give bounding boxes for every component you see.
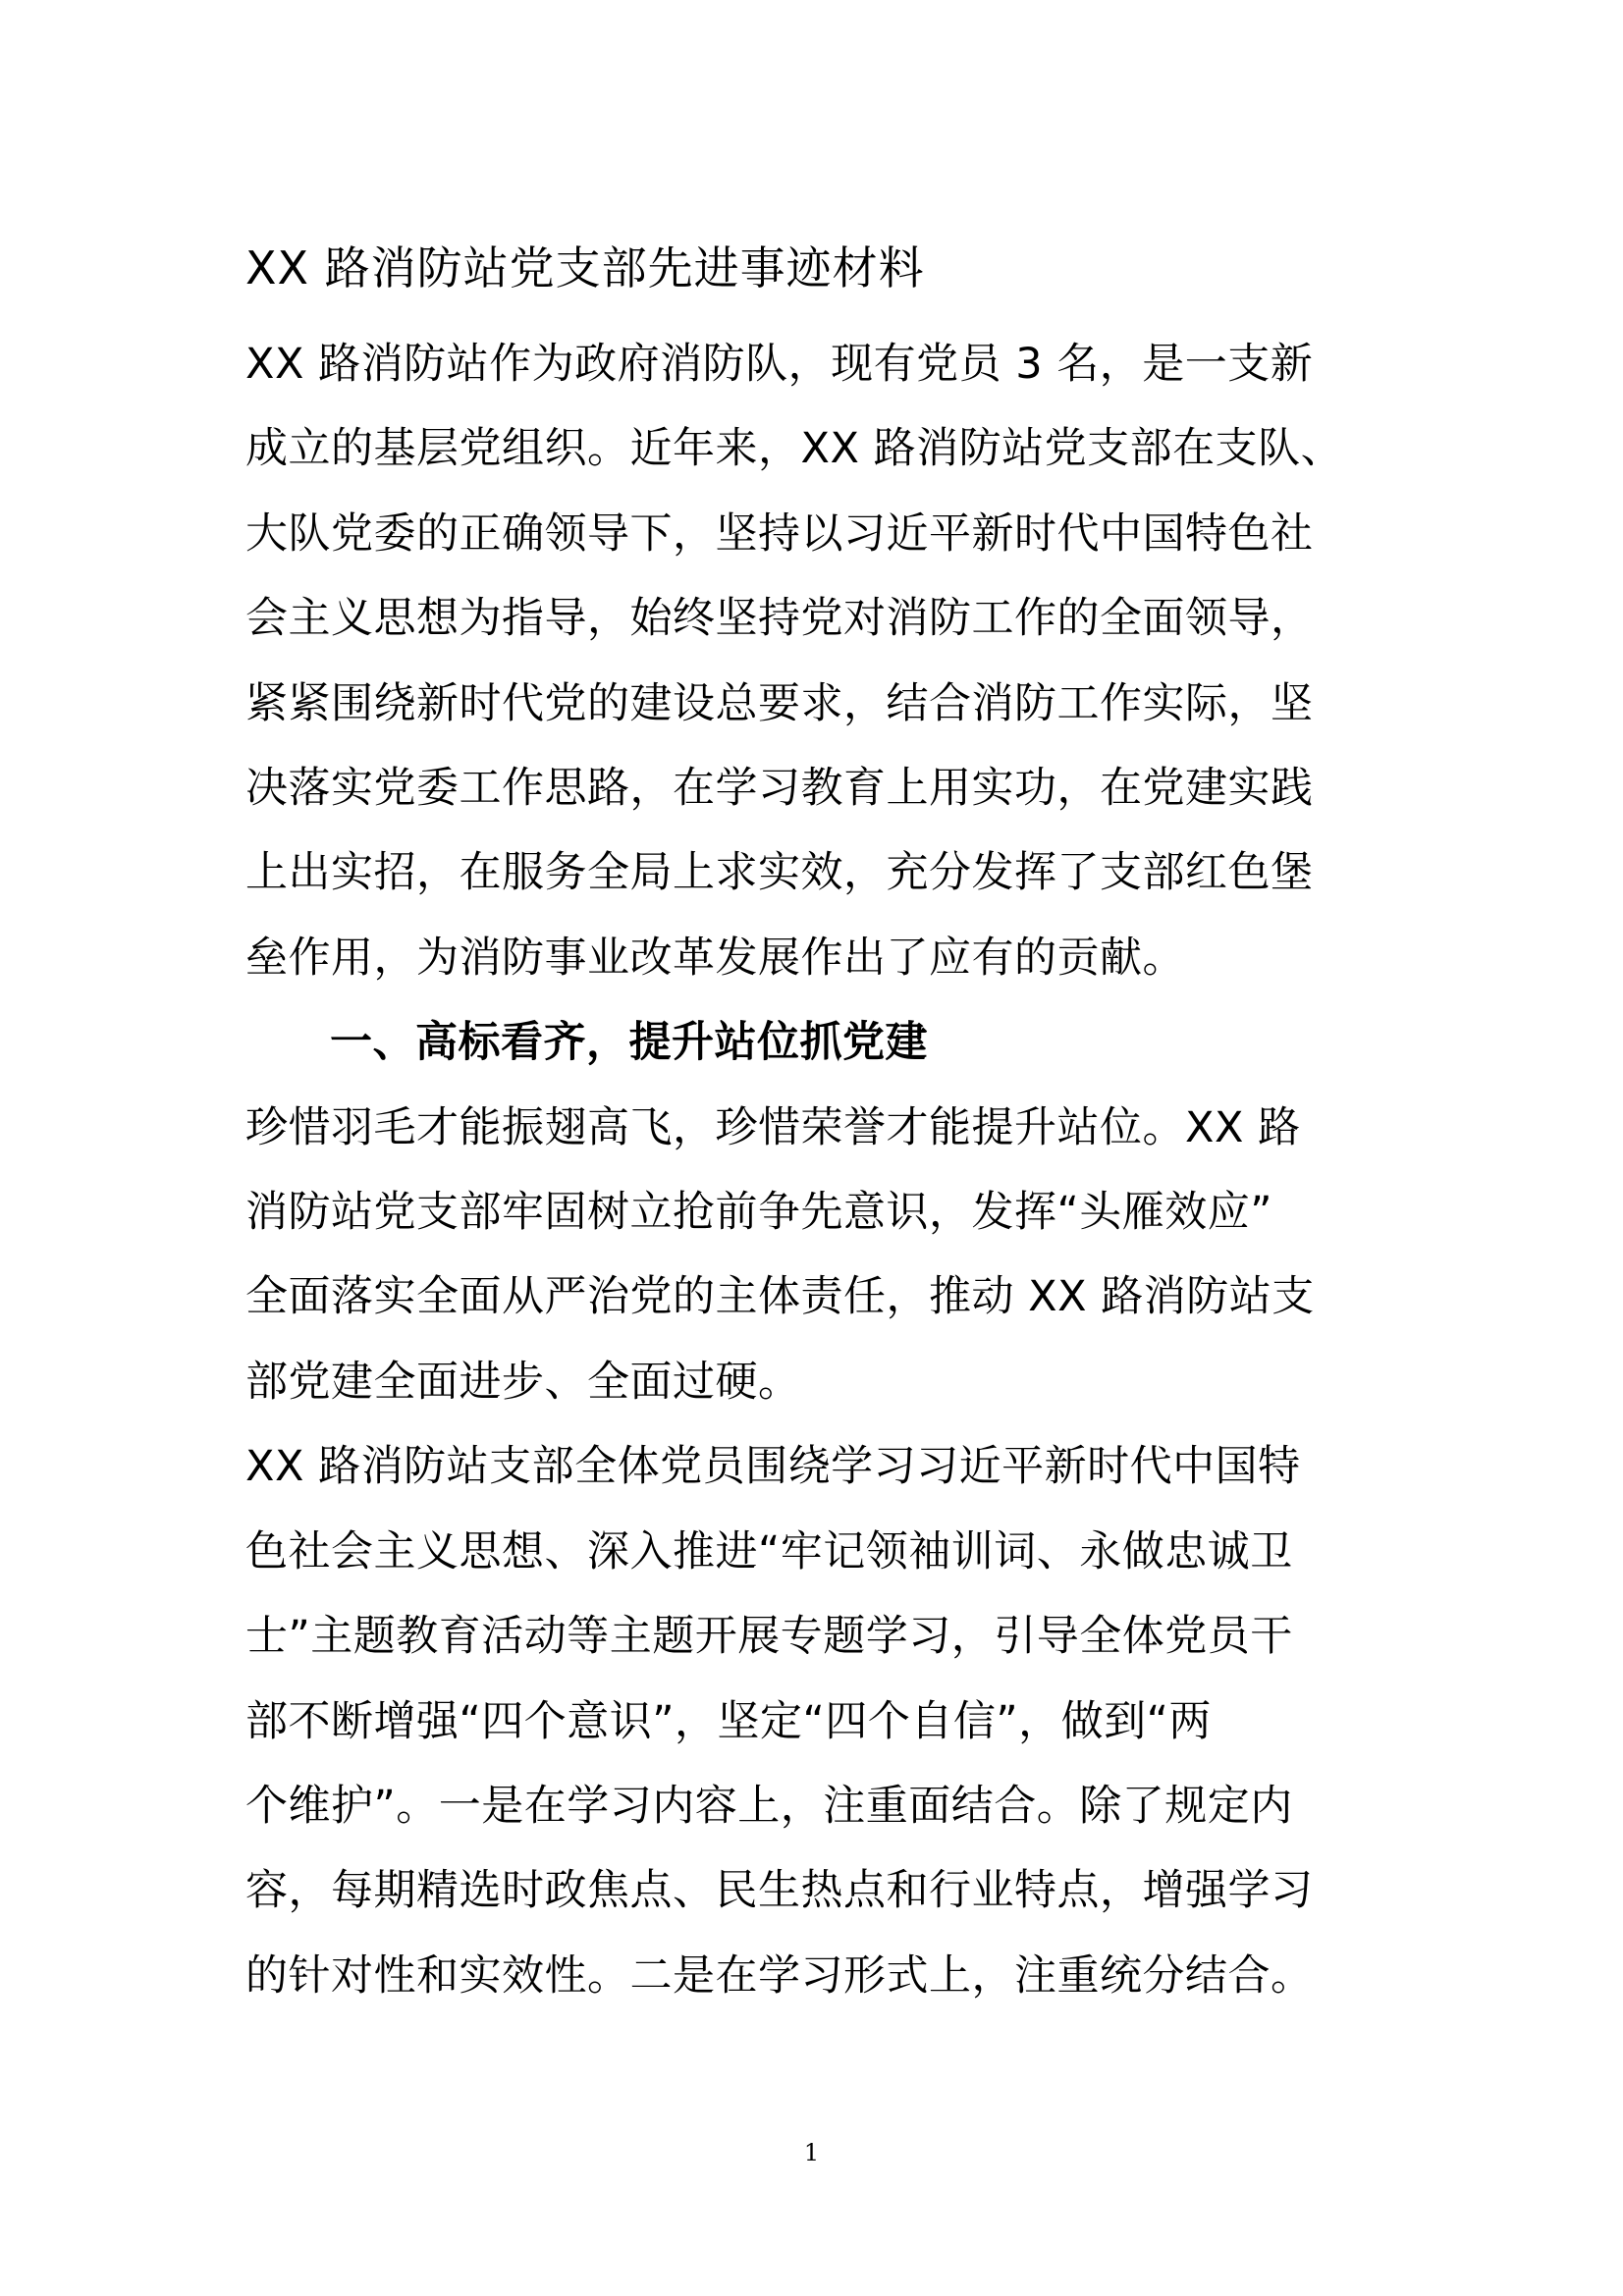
text-line: 珍惜羽毛才能振翅高飞，珍惜荣誉才能提升站位。XX 路 <box>245 1102 1301 1152</box>
document-body <box>245 226 1404 2018</box>
body-paragraph <box>245 1086 1404 1425</box>
text-line: 会主义思想为指导，始终坚持党对消防工作的全面领导， <box>245 594 1314 644</box>
text-line: 容，每期精选时政焦点、民生热点和行业特点，增强学习 <box>245 1866 1314 1916</box>
text-line: 成立的基层党组织。近年来，XX 路消防站党支部在支队、 <box>245 424 1344 474</box>
text-line: 色社会主义思想、深入推进“牢记领袖训词、永做忠诚卫 <box>245 1526 1293 1576</box>
text-line: XX 路消防站支部全体党员围绕学习习近平新时代中国特 <box>245 1442 1301 1492</box>
text-line: 上出实招，在服务全局上求实效，充分发挥了支部红色堡 <box>245 848 1314 898</box>
text-line: 决落实党委工作思路，在学习教育上用实功，在党建实践 <box>245 764 1314 814</box>
document-title: XX 路消防站党支部先进事迹材料 <box>245 241 925 294</box>
text-line: 紧紧围绕新时代党的建设总要求，结合消防工作实际，坚 <box>245 678 1314 728</box>
text-line: 士”主题教育活动等主题开展专题学习，引导全体党员干 <box>245 1612 1293 1662</box>
page-number: 1 <box>803 2139 820 2166</box>
body-paragraph <box>245 1424 1404 2018</box>
intro-paragraph <box>245 322 1404 1000</box>
text-line: 部党建全面进步、全面过硬。 <box>245 1357 801 1407</box>
text-line: 全面落实全面从严治党的主体责任，推动 XX 路消防站支 <box>245 1272 1315 1322</box>
text-line: 垒作用，为消防事业改革发展作出了应有的贡献。 <box>245 933 1185 983</box>
text-line: 大队党委的正确领导下，坚持以习近平新时代中国特色社 <box>245 508 1314 559</box>
section-heading: 一、高标看齐，提升站位抓党建 <box>330 1018 928 1068</box>
text-line: 的针对性和实效性。二是在学习形式上，注重统分结合。 <box>245 1950 1314 2001</box>
text-line: 个维护”。一是在学习内容上，注重面结合。除了规定内 <box>245 1781 1293 1831</box>
text-line: 部不断增强“四个意识”，坚定“四个自信”，做到“两 <box>245 1696 1212 1746</box>
text-line: 消防站党支部牢固树立抢前争先意识，发挥“头雁效应” <box>245 1188 1273 1238</box>
text-line: XX 路消防站作为政府消防队，现有党员 3 名，是一支新 <box>245 340 1314 389</box>
